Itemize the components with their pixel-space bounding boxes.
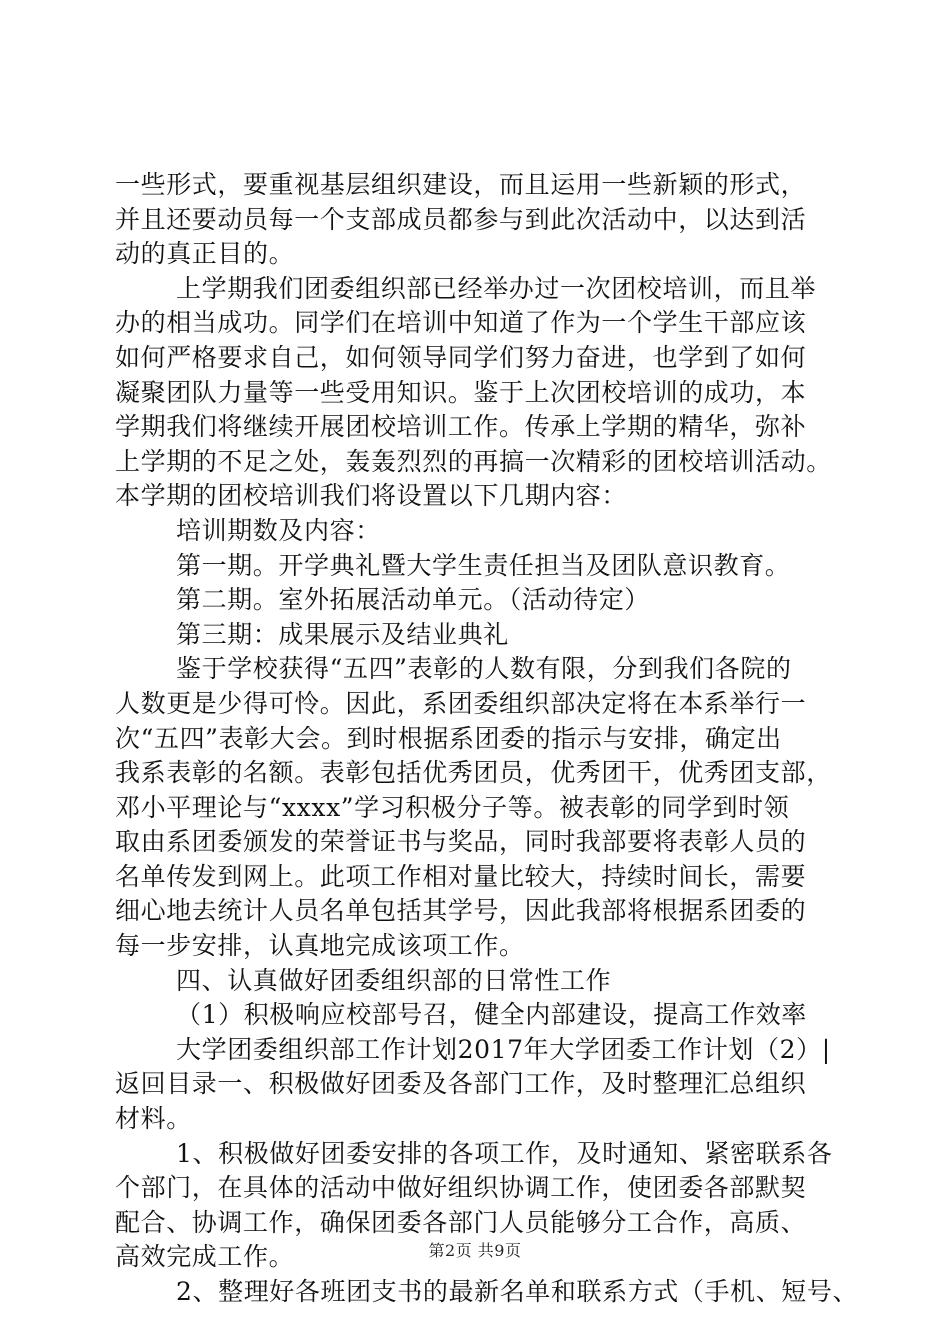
text-line: 高效完成工作。	[115, 1242, 295, 1272]
paragraph-start-line: 2、整理好各班团支书的最新名单和联系方式（手机、短号、	[176, 1277, 859, 1306]
text-line: 名单传发到网上。此项工作相对量比较大，持续时间长，需要	[115, 861, 807, 891]
text-line: 办的相当成功。同学们在培训中知道了作为一个学生干部应该	[115, 308, 807, 338]
paragraph-start-line: 大学团委组织部工作计划2017年大学团委工作计划（2）|	[176, 1034, 831, 1064]
text-line: 每一步安排，认真地完成该项工作。	[115, 931, 525, 961]
section-heading: 四、认真做好团委组织部的日常性工作	[176, 965, 612, 995]
paragraph-start-line: 1、积极做好团委安排的各项工作，及时通知、紧密联系各	[176, 1138, 833, 1168]
text-line: 如何严格要求自己，如何领导同学们努力奋进，也学到了如何	[115, 342, 807, 372]
text-line: 我系表彰的名额。表彰包括优秀团员，优秀团干，优秀团支部，	[115, 758, 832, 788]
text-line: 取由系团委颁发的荣誉证书与奖品，同时我部要将表彰人员的	[115, 827, 807, 857]
text-line: 人数更是少得可怜。因此，系团委组织部决定将在本系举行一	[115, 688, 807, 718]
text-line: 配合、协调工作，确保团委各部门人员能够分工合作，高质、	[115, 1207, 807, 1237]
training-item-3: 第三期：成果展示及结业典礼	[176, 619, 509, 649]
text-line: 本学期的团校培训我们将设置以下几期内容：	[115, 481, 628, 511]
paragraph-start-line: 上学期我们团委组织部已经举办过一次团校培训，而且举	[176, 273, 817, 303]
training-item-1: 第一期。开学典礼暨大学生责任担当及团队意识教育。	[176, 550, 791, 580]
paragraph-start-line: 鉴于学校获得“五四”表彰的人数有限，分到我们各院的	[176, 654, 792, 684]
text-line: 学期我们将继续开展团校培训工作。传承上学期的精华，弥补	[115, 412, 807, 442]
document-body	[115, 168, 859, 1310]
text-line: 材料。	[115, 1104, 192, 1134]
text-line: 次“五四”表彰大会。到时根据系团委的指示与安排，确定出	[115, 723, 782, 753]
text-line: 并且还要动员每一个支部成员都参与到此次活动中，以达到活	[115, 204, 807, 234]
text-line: 邓小平理论与“xxxx”学习积极分子等。被表彰的同学到时领	[115, 792, 790, 822]
text-line: 上学期的不足之处，轰轰烈烈的再搞一次精彩的团校培训活动。	[115, 446, 832, 476]
training-heading: 培训期数及内容：	[176, 515, 381, 545]
training-item-2: 第二期。室外拓展活动单元。（活动待定）	[176, 585, 650, 615]
text-line: 动的真正目的。	[115, 239, 295, 269]
text-line: 个部门，在具体的活动中做好组织协调工作，使团委各部默契	[115, 1173, 807, 1203]
subsection-heading: （1）积极响应校部号召，健全内部建设，提高工作效率	[176, 1000, 807, 1030]
text-line: 一些形式，要重视基层组织建设，而且运用一些新颖的形式，	[115, 170, 807, 199]
text-line: 凝聚团队力量等一些受用知识。鉴于上次团校培训的成功，本	[115, 377, 807, 407]
page-number-footer: 第2页 共9页	[428, 1241, 522, 1260]
text-line: 细心地去统计人员名单包括其学号，因此我部将根据系团委的	[115, 896, 807, 926]
text-line: 返回目录一、积极做好团委及各部门工作，及时整理汇总组织	[115, 1069, 807, 1099]
